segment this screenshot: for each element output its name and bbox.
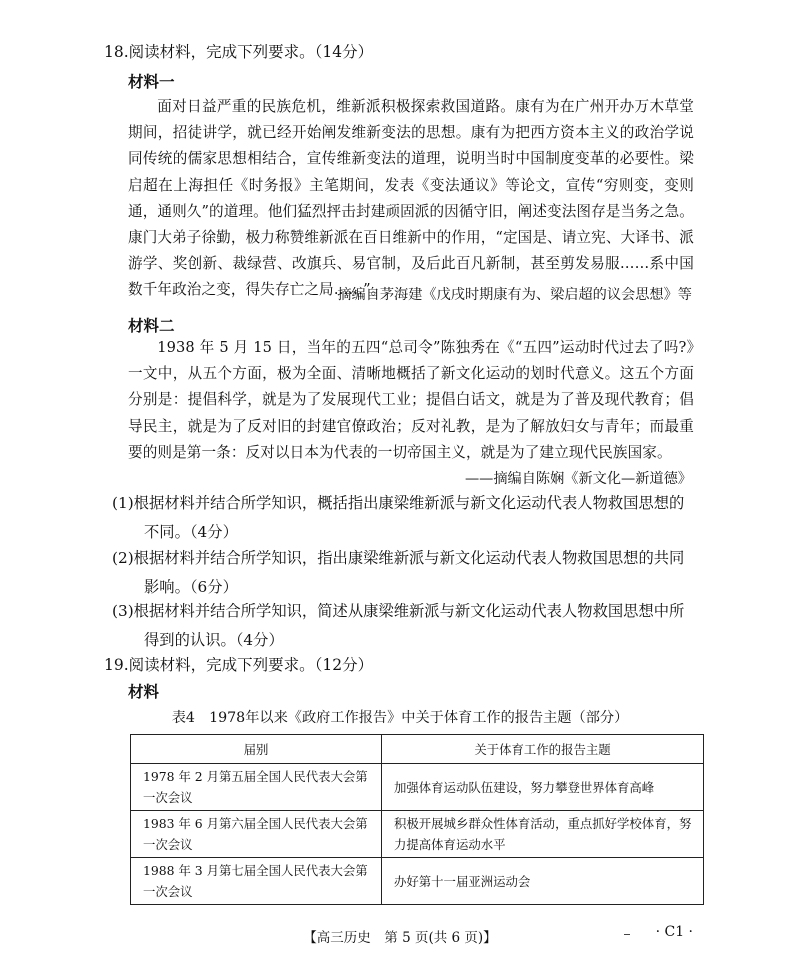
table-cell-theme: 加强体育运动队伍建设，努力攀登世界体育高峰 [382, 764, 704, 811]
material-1-source: 摘编自茅海建《戊戌时期康有为、梁启超的议会思想》等 [337, 287, 692, 303]
table-row [131, 811, 704, 858]
question-18-2: (2)根据材料并结合所学知识，指出康梁维新派与新文化运动代表人物救国思想的共同影响。（6分） [112, 549, 685, 596]
material-heading: 材料 [128, 683, 160, 701]
question-18-title: 18.阅读材料，完成下列要求。（14分） [104, 43, 374, 61]
material-2-text: 1938 年 5 月 15 日，当年的五四“总司令”陈独秀在《“五四”运动时代过去了吗?》一文中，从五个方面，极为全面、清晰地概括了新文化运动的划时代意义。这五个方面分别是：提倡科学，就是为了发展现代工业；提倡白话文，就是为了普及现代教育；倡导民主，就是为了反对旧的封建官僚政治；反对礼教，是为了解放妇女与青年；而最重要的则是第一条：反对以日本为代表的一切帝国主义，就是为了建立现代民族国家。 [128, 339, 694, 461]
table-cell-session: 1988 年 3 月第七届全国人民代表大会第一次会议 [131, 858, 382, 905]
material-1-text: 面对日益严重的民族危机，维新派积极探索救国道路。康有为在广州开办万木草堂期间，招徒讲学，就已经开始阐发维新变法的思想。康有为把西方资本主义的政治学说同传统的儒家思想相结合，宣传维新变法的道理，说明当时中国制度变革的必要性。梁启超在上海担任《时务报》主笔期间，发表《变法通议》等论文，宣传“穷则变，变则通，通则久”的道理。他们猛烈抨击封建顽固派的因循守旧，阐述变法图存是当务之急。康门大弟子徐勤，极力称赞维新派在百日维新中的作用，“定国是、请立宪、大译书、派游学、奖创新、裁绿营、改旗兵、易官制，及后此百凡新制，甚至剪发易服……系中国数千年政治之变，得失存亡之局……”。 [128, 98, 694, 299]
table-header-theme: 关于体育工作的报告主题 [382, 735, 704, 764]
question-19-title: 19.阅读材料，完成下列要求。（12分） [104, 656, 374, 674]
table-header-session: 届别 [131, 735, 382, 764]
table-header-row [131, 735, 704, 764]
page-code: · C1 · [655, 924, 693, 940]
material-1-heading: 材料一 [128, 73, 175, 91]
question-18-3: (3)根据材料并结合所学知识，简述从康梁维新派与新文化运动代表人物救国思想中所得到的认识。（4分） [112, 602, 685, 649]
report-table [130, 734, 704, 905]
table-cell-session: 1978 年 2 月第五届全国人民代表大会第一次会议 [131, 764, 382, 811]
table-row [131, 858, 704, 905]
material-2-heading: 材料二 [128, 317, 175, 335]
table-cell-session: 1983 年 6 月第六届全国人民代表大会第一次会议 [131, 811, 382, 858]
scan-mark [624, 934, 630, 935]
table-cell-theme: 积极开展城乡群众性体育活动，重点抓好学校体育，努力提高体育运动水平 [382, 811, 704, 858]
question-18-1: (1)根据材料并结合所学知识，概括指出康梁维新派与新文化运动代表人物救国思想的不同。（4分） [112, 494, 685, 541]
table-row [131, 764, 704, 811]
table-caption: 表4 1978年以来《政府工作报告》中关于体育工作的报告主题（部分） [171, 710, 629, 726]
table-cell-theme: 办好第十一届亚洲运动会 [382, 858, 704, 905]
page-footer: 【高三历史 第 5 页(共 6 页)】 [303, 930, 497, 946]
material-2-source: ——摘编自陈娴《新文化—新道德》 [464, 471, 692, 487]
